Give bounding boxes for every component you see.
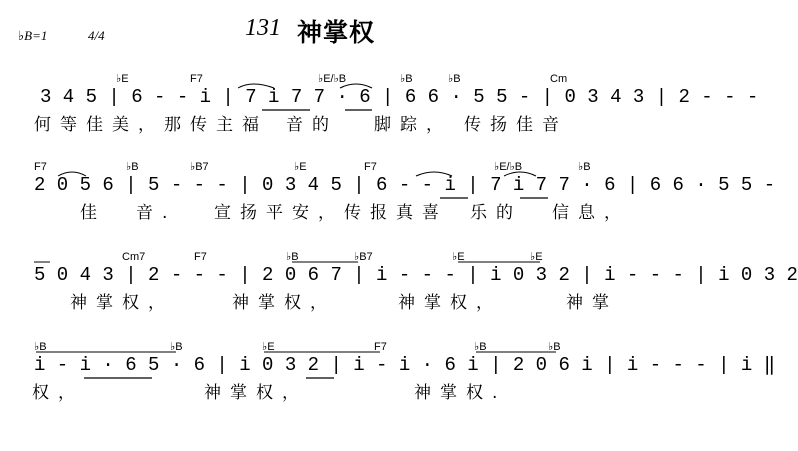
slur [238,84,274,88]
lyric-phrase: 宣扬平安，传报真喜 [214,203,448,223]
chord-label: ♭E/♭B [494,161,523,173]
slur-marks [0,158,640,258]
lyric-phrase: 乐的 [470,203,522,223]
lyric-phrase: 神掌权， [70,293,174,313]
chord-label: ♭B [578,161,591,173]
slur [340,84,372,88]
chord-label: Cm7 [122,251,146,263]
chord-label: ♭B [126,161,139,173]
notes-text: 5 0 4 3 | 2 - - - | 2 0 6 7 | i - - - | i 0 3 2 | i - - - | i 0 3 2 [34,264,798,286]
lyric-phrase: 神掌 [566,293,618,313]
time-signature: 4/4 [88,28,105,43]
lyric-phrase: 神掌权， [398,293,502,313]
lyric-phrase: 神掌权， [232,293,336,313]
lyric-phrase: 信息， [552,203,630,223]
hymn-number: 131 [245,15,281,41]
lyric-phrase: 传扬佳音 [464,115,568,135]
system-4 [0,338,776,438]
chord-label: F7 [190,73,203,85]
lyric-phrase: 权， [32,383,84,403]
chord-label: ♭B [34,341,47,353]
chord-label: ♭E [262,341,275,353]
chord-label: ♭E [116,73,129,85]
chord-label: ♭B [448,73,461,85]
chord-label: ♭B7 [354,251,373,263]
hymn-title: 神掌权 [297,18,376,47]
key-signature: ♭B=1 [18,28,48,43]
tie-marks [0,248,640,348]
lyric-phrase: 神掌权. [414,383,507,403]
chord-label: ♭B7 [190,161,209,173]
chord-label: F7 [374,341,387,353]
chord-label: ♭E [530,251,543,263]
chord-label: ♭E [294,161,307,173]
slur [58,172,86,176]
chord-label: ♭E [452,251,465,263]
lyric-phrase: 音的 [286,115,338,135]
lyric-phrase: 脚踪， [374,115,452,135]
system-1 [0,70,759,170]
chord-label: Cm [550,73,568,85]
notes-text: i - i · 6 5 · 6 | i 0 3 2 | i - i · 6 i | 2 0 6 i | i - - - | i ‖ [34,354,776,376]
slur-marks [0,70,640,170]
chord-label: ♭E/♭B [318,73,347,85]
system-3 [0,248,798,348]
chord-label: ♭B [474,341,487,353]
tie-marks [0,338,640,438]
notes-text: 2 0 5 6 | 5 - - - | 0 3 4 5 | 6 - - i | 7 i 7 7 · 6 | 6 6 · 5 5 - [34,174,776,196]
notes-text: 3 4 5 | 6 - - i | 7 i 7 7 · 6 | 6 6 · 5 5 - | 0 3 4 3 | 2 - - - [40,86,759,108]
chord-label: ♭B [286,251,299,263]
chord-label: F7 [364,161,377,173]
lyric-phrase: 佳 [80,203,106,223]
slur [504,172,536,176]
lyric-phrase: 何等佳美，那传主福 [34,115,268,135]
chord-label: ♭B [548,341,561,353]
lyric-phrase: 音. [136,203,177,223]
chord-label: ♭B [400,73,413,85]
chord-label: ♭B [170,341,183,353]
chord-label: F7 [34,161,47,173]
chord-label: F7 [194,251,207,263]
system-2 [0,158,776,258]
slur [416,172,452,176]
lyric-phrase: 神掌权， [204,383,308,403]
